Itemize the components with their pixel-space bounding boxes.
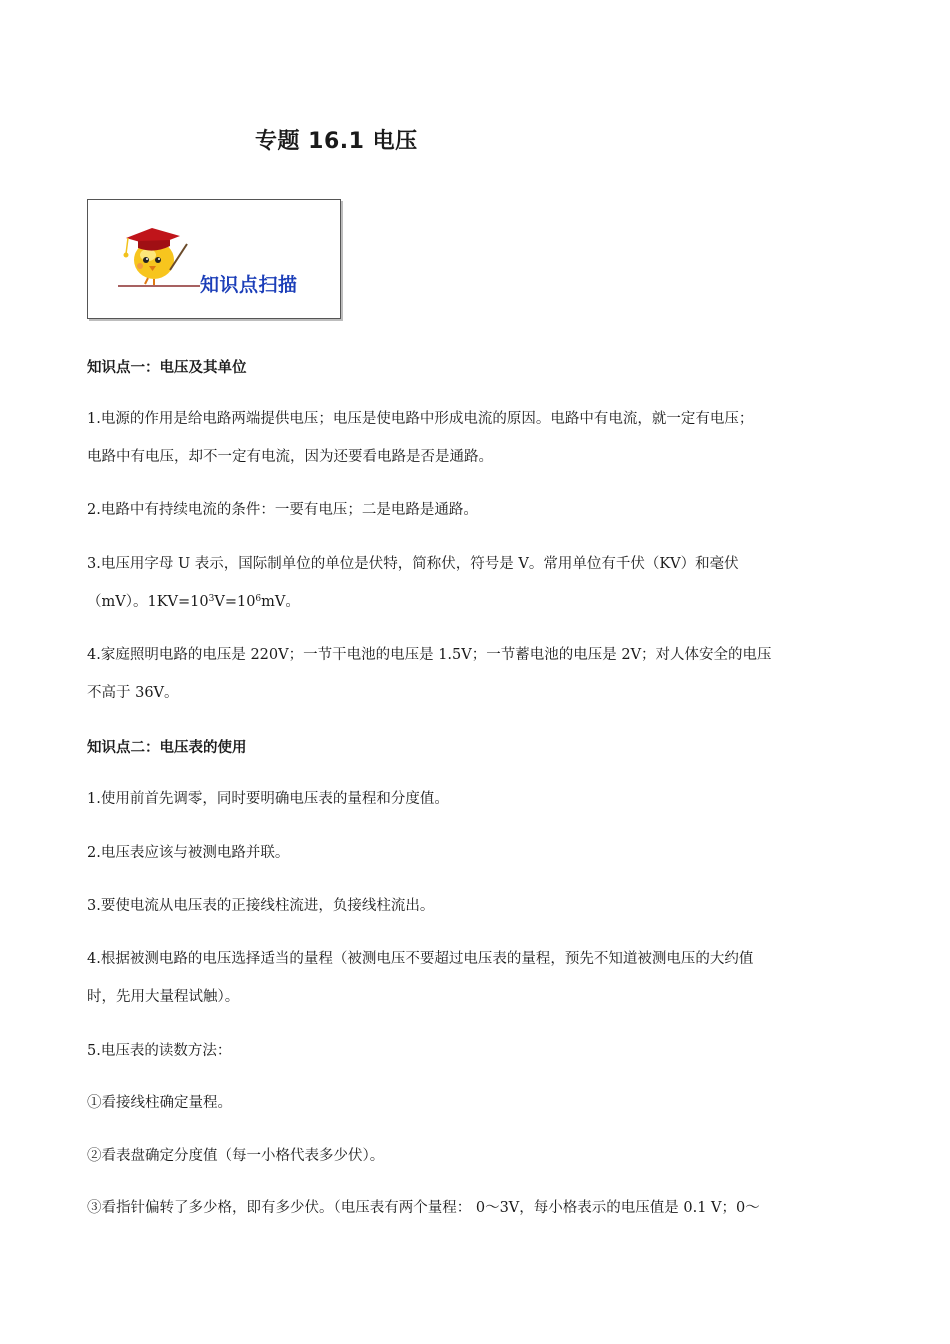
- paragraph-line: 5.电压表的读数方法：: [87, 1043, 232, 1059]
- paragraph-item-10: [87, 1084, 865, 1122]
- exponent: 3: [208, 594, 215, 604]
- paragraph-line: 1.电源的作用是给电路两端提供电压；电压是使电路中形成电流的原因。电路中有电流，就一定有电压；: [87, 411, 754, 427]
- section-heading-voltmeter-usage: 知识点二：电压表的使用: [87, 740, 247, 756]
- paragraph-item-3: [87, 545, 865, 621]
- paragraph-item-9: [87, 1032, 865, 1070]
- paragraph-item-2: [87, 491, 865, 529]
- paragraph-item-4: [87, 636, 865, 712]
- paragraph-item-1: [87, 400, 865, 476]
- exponent: 6: [255, 594, 262, 604]
- paragraph-line: 时，先用大量程试触）。: [87, 989, 240, 1005]
- scholar-mascot-icon: [88, 200, 342, 320]
- paragraph-item-12: [87, 1189, 865, 1227]
- paragraph-line: 3.电压用字母 U 表示，国际制单位的单位是伏特，简称伏，符号是 V。常用单位有千伏（KV）和毫伏: [87, 556, 739, 572]
- paragraph-line: 2.电压表应该与被测电路并联。: [87, 845, 290, 861]
- paragraph-line: ①看接线柱确定量程。: [87, 1095, 232, 1111]
- formula-prefix: （mV）。1KV=10: [87, 594, 209, 610]
- paragraph-line: ③看指针偏转了多少格，即有多少伏。（电压表有两个量程： 0～3V，每小格表示的电压值是 0.1 V；0～: [87, 1200, 760, 1216]
- paragraph-line: 4.家庭照明电路的电压是 220V；一节干电池的电压是 1.5V；一节蓄电池的电压是 2V；对人体安全的电压: [87, 647, 772, 663]
- formula-line: [87, 594, 300, 610]
- paragraph-line: ②看表盘确定分度值（每一小格代表多少伏）。: [87, 1148, 385, 1164]
- paragraph-line: 电路中有电压，却不一定有电流，因为还要看电路是否是通路。: [87, 449, 493, 465]
- paragraph-line: 2.电路中有持续电流的条件：一要有电压；二是电路是通路。: [87, 502, 478, 518]
- paragraph-item-5: [87, 780, 865, 818]
- paragraph-line: 1.使用前首先调零，同时要明确电压表的量程和分度值。: [87, 791, 449, 807]
- paragraph-item-7: [87, 887, 865, 925]
- formula-suffix: mV。: [261, 594, 300, 610]
- section-heading-voltage-units: 知识点一：电压及其单位: [87, 360, 247, 376]
- banner-label: 知识点扫描: [200, 274, 298, 296]
- page-title: 专题 16.1 电压: [255, 129, 418, 154]
- paragraph-line: 3.要使电流从电压表的正接线柱流进，负接线柱流出。: [87, 898, 435, 914]
- formula-mid: V=10: [214, 594, 256, 610]
- paragraph-item-8: [87, 940, 865, 1016]
- paragraph-line: 不高于 36V。: [87, 685, 179, 701]
- knowledge-scan-banner: [87, 199, 341, 319]
- paragraph-line: 4.根据被测电路的电压选择适当的量程（被测电压不要超过电压表的量程，预先不知道被测电压的大约值: [87, 951, 754, 967]
- paragraph-item-11: [87, 1137, 865, 1175]
- paragraph-item-6: [87, 834, 865, 872]
